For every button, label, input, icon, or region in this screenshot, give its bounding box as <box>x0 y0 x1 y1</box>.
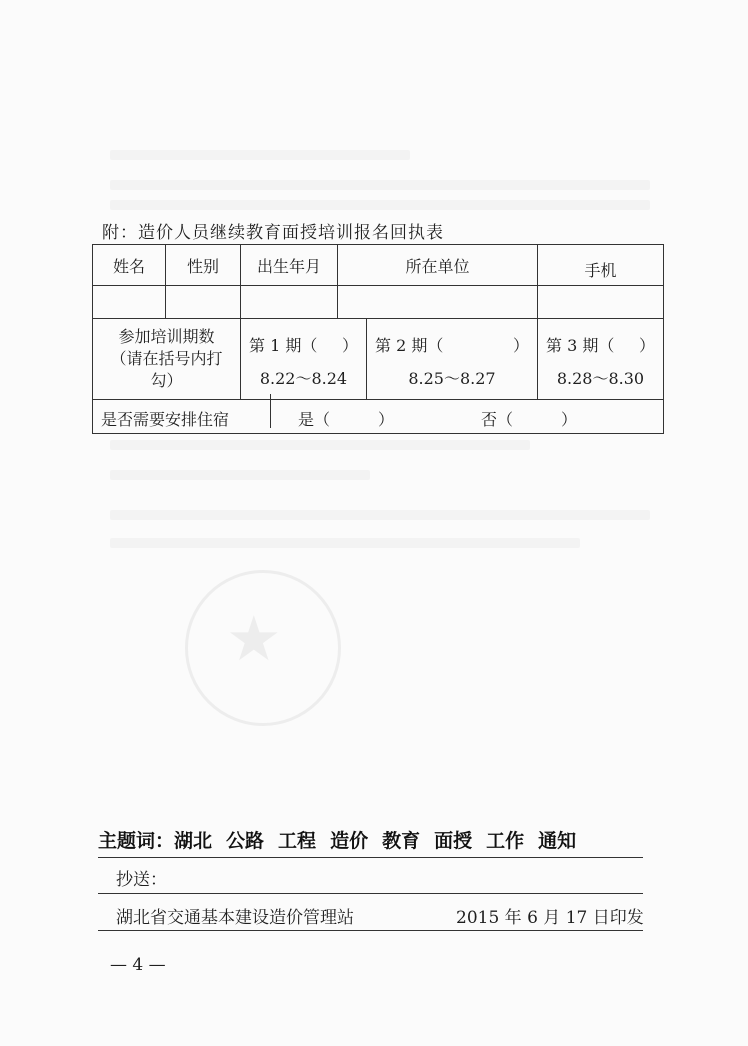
header-birth: 出生年月 <box>241 245 338 286</box>
bleed-through-line <box>110 510 650 520</box>
divider-line <box>98 857 643 858</box>
bleed-through-line <box>110 538 580 548</box>
page-number: — 4 — <box>110 955 166 975</box>
period-2-label: 第 2 期（ <box>375 336 444 355</box>
seal-star-icon: ★ <box>226 602 282 675</box>
period-3-label: 第 3 期（ <box>546 336 615 355</box>
bleed-through-line <box>110 200 650 210</box>
bleed-through-line <box>110 470 370 480</box>
accommodation-yes-option[interactable]: 是（ ） <box>298 410 395 429</box>
period-label-cell <box>93 319 241 400</box>
annex-title: 附：造价人员继续教育面授培训报名回执表 <box>102 223 444 243</box>
bleed-through-line <box>110 150 410 160</box>
period-1-close: ） <box>341 336 358 355</box>
organization-field[interactable] <box>338 286 538 319</box>
keyword: 工作 <box>486 830 525 852</box>
subject-keywords <box>98 826 590 853</box>
divider-line <box>98 893 643 894</box>
bleed-through-line <box>110 180 650 190</box>
registration-form-table <box>92 244 664 434</box>
issuer-name: 湖北省交通基本建设造价管理站 <box>116 908 354 928</box>
period-1-label: 第 1 期（ <box>249 336 318 355</box>
phone-field[interactable] <box>538 286 664 319</box>
accommodation-divider <box>270 394 271 428</box>
birth-field[interactable] <box>241 286 338 319</box>
cc-label: 抄送： <box>116 870 167 890</box>
period-3-dates: 8.28～8.30 <box>556 369 645 388</box>
header-phone: 手机 <box>538 245 664 286</box>
accommodation-cell <box>93 400 664 434</box>
period-3-cell[interactable] <box>538 319 664 400</box>
header-row <box>93 245 664 286</box>
entry-row <box>93 286 664 319</box>
period-label-line: 勾） <box>150 371 183 390</box>
period-row <box>93 319 664 400</box>
period-1-dates: 8.22～8.24 <box>259 369 348 388</box>
accommodation-no-option[interactable]: 否（ ） <box>481 410 578 429</box>
period-label-line: （请在括号内打 <box>110 349 223 368</box>
header-name: 姓名 <box>93 245 166 286</box>
keyword: 面授 <box>434 830 473 852</box>
keyword: 教育 <box>382 830 421 852</box>
gender-field[interactable] <box>166 286 241 319</box>
period-1-cell[interactable] <box>241 319 367 400</box>
keyword: 造价 <box>330 830 369 852</box>
period-2-dates: 8.25～8.27 <box>408 369 496 388</box>
accommodation-row <box>93 400 664 434</box>
bleed-through-line <box>110 440 530 450</box>
divider-line <box>98 930 643 931</box>
keywords-label: 主题词： <box>98 830 175 852</box>
accommodation-question: 是否需要安排住宿 <box>101 410 230 429</box>
header-organization: 所在单位 <box>338 245 538 286</box>
period-2-close: ） <box>512 336 529 355</box>
keyword: 公路 <box>226 830 265 852</box>
issue-date: 2015 年 6 月 17 日印发 <box>456 908 644 928</box>
header-gender: 性别 <box>166 245 241 286</box>
period-label-line: 参加培训期数 <box>118 327 215 346</box>
name-field[interactable] <box>93 286 166 319</box>
keyword: 工程 <box>278 830 317 852</box>
keyword: 通知 <box>538 830 577 852</box>
keyword: 湖北 <box>174 830 213 852</box>
period-3-close: ） <box>638 336 655 355</box>
period-2-cell[interactable] <box>367 319 538 400</box>
